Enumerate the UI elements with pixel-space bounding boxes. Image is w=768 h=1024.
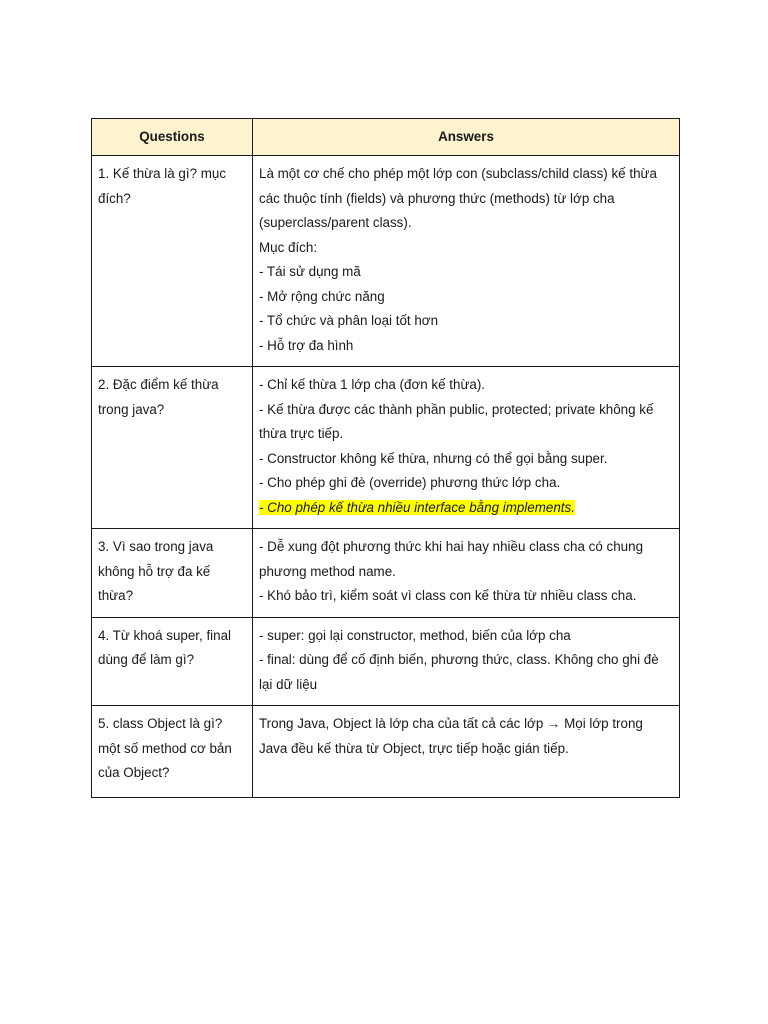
questions-header: Questions — [92, 119, 253, 156]
header-row — [92, 119, 680, 156]
answers-header: Answers — [253, 119, 680, 156]
table-row — [92, 367, 680, 529]
answer-cell — [253, 529, 680, 618]
answer-line: - Tổ chức và phân loại tốt hơn — [259, 313, 439, 328]
answer-line: - Chỉ kế thừa 1 lớp cha (đơn kế thừa). — [259, 377, 486, 392]
table-row — [92, 617, 680, 706]
table-row — [92, 156, 680, 367]
answer-line: - Constructor không kế thừa, nhưng có thể gọi bằng super. — [259, 450, 608, 466]
answer-cell — [253, 617, 680, 706]
answer-line: - Tái sử dụng mã — [259, 264, 361, 279]
answer-line: - Dễ xung đột phương thức khi hai hay nhiều class cha có chung phương method name. — [259, 539, 644, 579]
question-cell: 5. class Object là gì? một số method cơ bản của Object? — [92, 706, 253, 798]
answer-line: - Cho phép ghi đè (override) phương thức lớp cha. — [259, 475, 561, 490]
answer-line: - super: gọi lại constructor, method, biến của lớp cha — [259, 627, 571, 643]
table-row — [92, 706, 680, 798]
answer-line: - Kế thừa được các thành phần public, protected; private không kế thừa trực tiếp. — [259, 401, 654, 441]
answer-line: Trong Java, Object là lớp cha của tất cả các lớp → Mọi lớp trong Java đều kế thừa từ Object, trực tiếp hoặc gián tiếp. — [259, 716, 643, 756]
answer-cell — [253, 367, 680, 529]
answer-line: - Mở rộng chức năng — [259, 288, 385, 304]
answer-line: - Khó bảo trì, kiểm soát vì class con kế thừa từ nhiều class cha. — [259, 588, 637, 603]
question-cell: 1. Kế thừa là gì? mục đích? — [92, 156, 253, 367]
answer-cell — [253, 156, 680, 367]
answer-line: Là một cơ chế cho phép một lớp con (subclass/child class) kế thừa các thuộc tính (fields) và phương thức (methods) từ lớp cha (superclass/parent class). — [259, 166, 657, 230]
answer-line: Mục đích: — [259, 239, 318, 255]
question-cell: 3. Vì sao trong java không hỗ trợ đa kế thừa? — [92, 529, 253, 618]
qa-table — [91, 118, 680, 798]
answer-line: - final: dùng để cố định biến, phương thức, class. Không cho ghi đè lại dữ liệu — [259, 652, 659, 692]
question-cell: 4. Từ khoá super, final dùng để làm gì? — [92, 617, 253, 706]
question-cell: 2. Đặc điểm kế thừa trong java? — [92, 367, 253, 529]
answer-line: - Hỗ trợ đa hình — [259, 337, 354, 353]
answer-cell — [253, 706, 680, 798]
highlighted-answer-line: - Cho phép kế thừa nhiều interface bằng implements. — [259, 499, 575, 515]
table-row — [92, 529, 680, 618]
